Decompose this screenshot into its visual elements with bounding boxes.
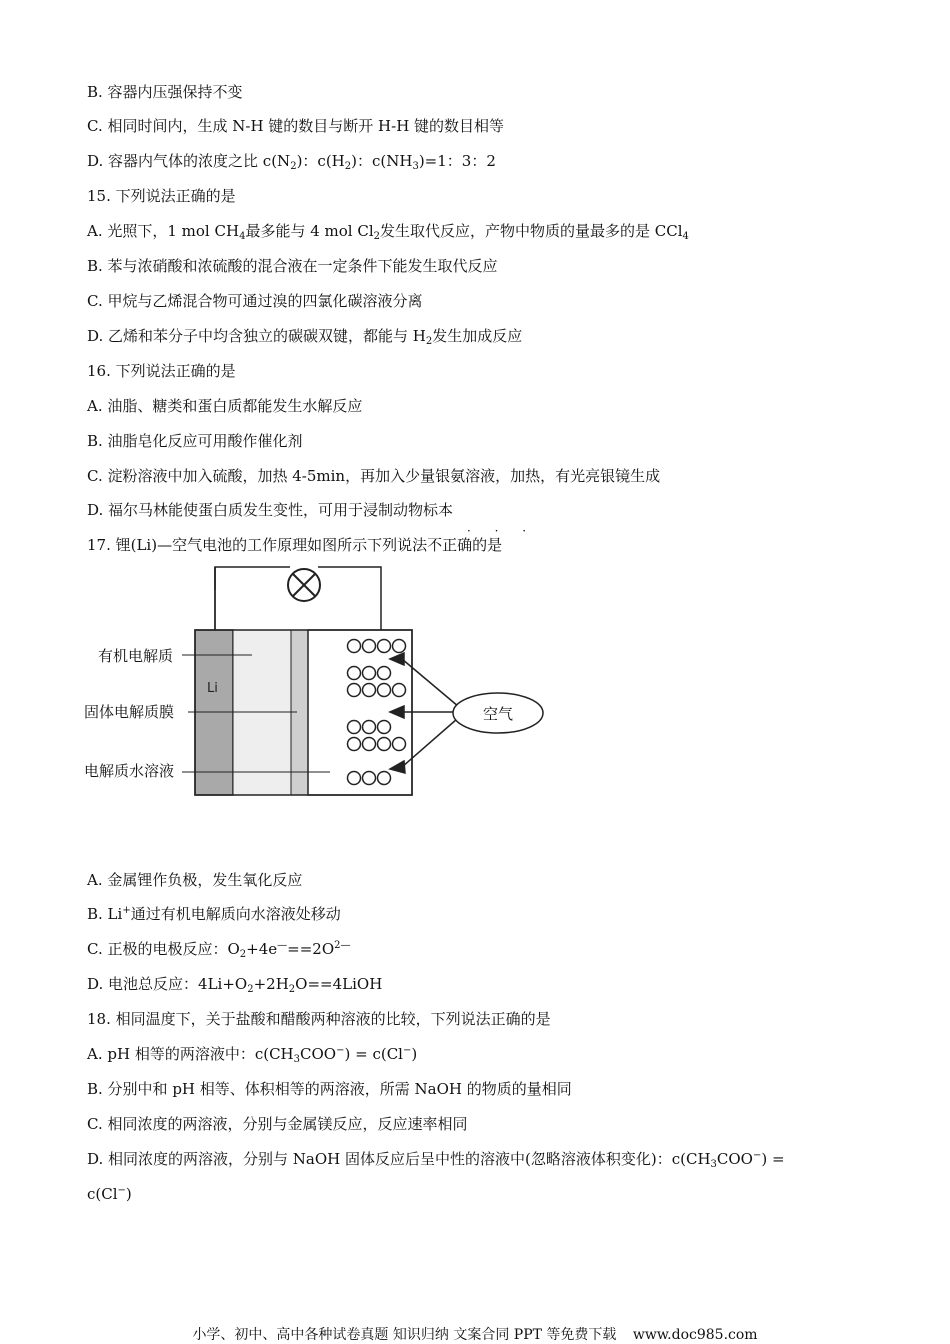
q16-option-c: C. 淀粉溶液中加入硫酸，加热 4-5min，再加入少量银氨溶液，加热，有光亮银镜生成 (87, 467, 661, 485)
q18-stem: 18. 相同温度下，关于盐酸和醋酸两种溶液的比较，下列说法正确的是 (87, 1010, 551, 1028)
q14-option-b: B. 容器内压强保持不变 (87, 83, 243, 101)
label-organic-electrolyte: 有机电解质 (98, 647, 174, 665)
page-footer (0, 1324, 950, 1344)
q18-option-c: C. 相同浓度的两溶液，分别与金属镁反应，反应速率相同 (87, 1115, 468, 1133)
q17-option-a: A. 金属锂作负极，发生氧化反应 (87, 871, 303, 889)
q18-option-d: D. 相同浓度的两溶液，分别与 NaOH 固体反应后呈中性的溶液中(忽略溶液体积变化)：$c(CH_3COO^-)$ = (87, 1150, 785, 1170)
q17-option-b: B. Li+通过有机电解质向水溶液处移动 (87, 905, 341, 923)
q14-option-d: D. 容器内气体的浓度之比 $c(N_2)$：$c(H_2)$：$c(NH_3)=1$：3：2 (87, 152, 496, 172)
q15-option-b: B. 苯与浓硝酸和浓硫酸的混合液在一定条件下能发生取代反应 (87, 257, 498, 275)
emphasis-dots: · · · (467, 524, 537, 538)
q15-option-d: D. 乙烯和苯分子中均含独立的碳碳双键，都能与 $H_2$发生加成反应 (87, 327, 523, 347)
q17-option-c: C. 正极的电极反应：$O_2+4e^—==2O^{2—}$ (87, 940, 351, 960)
q18-option-b: B. 分别中和 pH 相等、体积相等的两溶液，所需 NaOH 的物质的量相同 (87, 1080, 572, 1098)
label-aqueous-electrolyte: 电解质水溶液 (84, 762, 175, 780)
q18-option-a: A. pH 相等的两溶液中：$c(CH_3COO^-) = c(Cl^-)$ (87, 1045, 418, 1065)
label-solid-electrolyte: 固体电解质膜 (84, 703, 175, 721)
q14-option-c: C. 相同时间内，生成 N-H 键的数目与断开 H-H 键的数目相等 (87, 117, 505, 135)
footer-text: 小学、初中、高中各种试卷真题 知识归纳 文案合同 PPT 等免费下载 (192, 1327, 617, 1343)
q16-option-b: B. 油脂皂化反应可用酸作催化剂 (87, 432, 303, 450)
lamp-icon (288, 569, 320, 601)
q15-option-a: A. 光照下，1 mol $CH_4$最多能与 4 mol $Cl_2$发生取代反应，产物中物质的量最多的是 CCl$_4$ (87, 222, 689, 242)
q16-option-a: A. 油脂、糖类和蛋白质都能发生水解反应 (87, 397, 363, 415)
q15-stem: 15. 下列说法正确的是 (87, 187, 236, 205)
q17-option-d: D. 电池总反应：$4Li+O_2+2H_2O==4LiOH$ (87, 975, 383, 995)
label-air: 空气 (482, 705, 514, 723)
q16-stem: 16. 下列说法正确的是 (87, 362, 236, 380)
li-air-battery-diagram (80, 562, 560, 807)
q17-stem: 17. 锂(Li)—空气电池的工作原理如图所示下列说法不正确的是 (87, 536, 503, 554)
q15-option-c: C. 甲烷与乙烯混合物可通过溴的四氯化碳溶液分离 (87, 292, 423, 310)
label-li: Li (207, 681, 218, 696)
circuit-wire (318, 567, 381, 630)
q16-option-d: D. 福尔马林能使蛋白质发生变性，可用于浸制动物标本 (87, 501, 454, 519)
circuit-wire (215, 567, 290, 590)
footer-link[interactable]: www.doc985.com (632, 1327, 758, 1343)
q18-option-d-continued: c(Cl−) (87, 1185, 132, 1203)
